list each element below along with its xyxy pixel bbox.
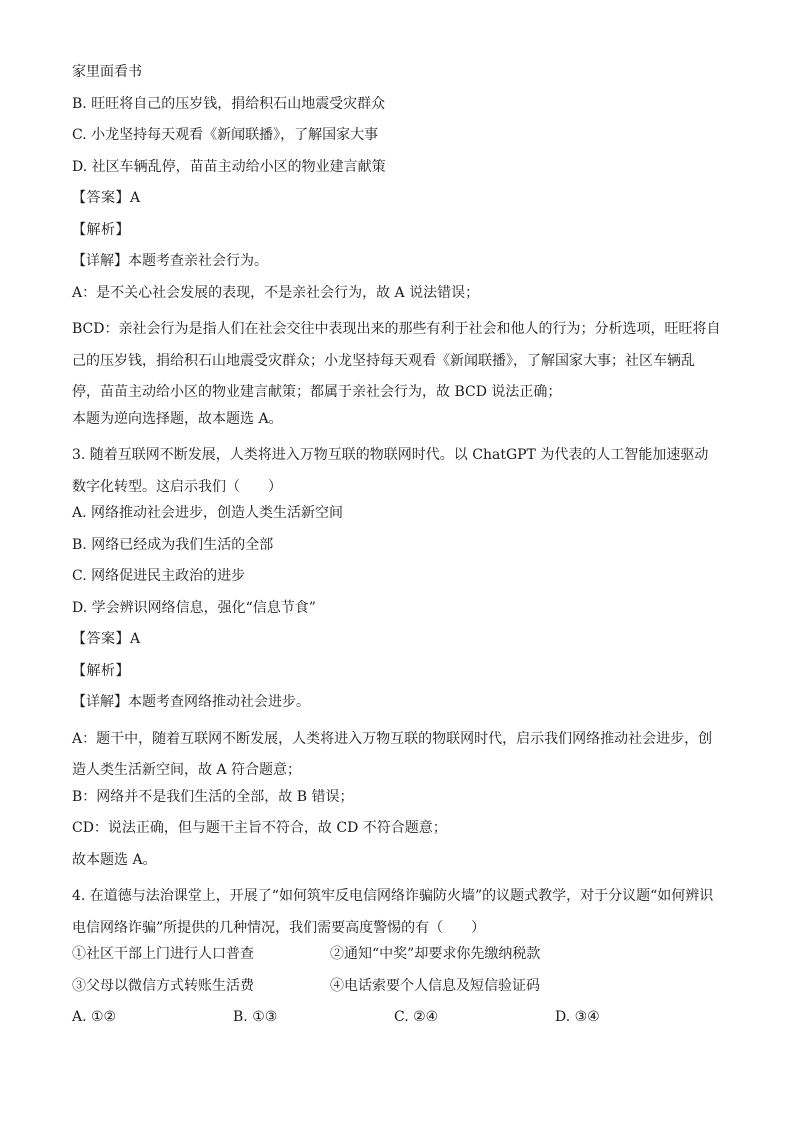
analysis-label: 【解析】 — [72, 221, 130, 238]
question-4-stem: 4. 在道德与法治课堂上，开展了“如何筑牢反电信网络诈骗防火墙”的议题式教学，对于分议题“如何辨识电信网络诈骗”所提供的几种情况，我们需要高度警惕的有（ ） — [72, 888, 714, 936]
analysis-a: A：题干中，随着互联网不断发展，人类将进入万物互联的物联网时代，启示我们网络推动社会进步，创造人类生活新空间，故 A 符合题意； — [72, 730, 713, 778]
q4-item-3: ③父母以微信方式转账生活费 — [72, 977, 254, 994]
q4-items-row — [72, 944, 722, 964]
analysis-a: A：是不关心社会发展的表现，不是亲社会行为，故 A 说法错误； — [72, 284, 480, 301]
option-b: B. 旺旺将自己的压岁钱，捐给积石山地震受灾群众 — [72, 95, 386, 112]
q4-option-c: C. ②④ — [394, 1009, 439, 1025]
q4-item-2: ②通知“中奖”却要求你先缴纳税款 — [330, 946, 541, 962]
analysis-b: B：网络并不是我们生活的全部，故 B 错误； — [72, 788, 354, 805]
option-c: C. 小龙坚持每天观看《新闻联播》，了解国家大事 — [72, 127, 379, 143]
conclusion-line: 本题为逆向选择题，故本题选 A。 — [72, 410, 283, 427]
answer-label: 【答案】A — [72, 631, 141, 647]
analysis-bcd: BCD：亲社会行为是指人们在社会交往中表现出来的那些有利于社会和他人的行为；分析选项，旺旺将自己的压岁钱，捐给积石山地震受灾群众；小龙坚持每天观看《新闻联播》，了解国家大事；社区车辆乱停，苗苗主动给小区的物业建言献策；都属于亲社会行为，故 BCD 说法正确； — [72, 321, 721, 400]
analysis-label: 【解析】 — [72, 662, 130, 679]
document-page — [72, 62, 722, 1039]
q4-item-4: ④电话索要个人信息及短信验证码 — [330, 977, 540, 994]
q3-option-a: A. 网络推动社会进步，创造人类生活新空间 — [72, 505, 344, 521]
q3-option-b: B. 网络已经成为我们生活的全部 — [72, 536, 274, 553]
q3-option-d: D. 学会辨识网络信息，强化“信息节食” — [72, 599, 316, 616]
q4-item-1: ①社区干部上门进行人口普查 — [72, 946, 254, 962]
q4-option-d: D. ③④ — [555, 1009, 600, 1025]
detail-line: 【详解】本题考查亲社会行为。 — [72, 253, 268, 269]
q4-option-a: A. ①② — [72, 1009, 117, 1025]
q4-option-b: B. ①③ — [233, 1009, 278, 1025]
q4-options-row — [72, 1007, 722, 1027]
analysis-cd: CD：说法正确，但与题干主旨不符合，故 CD 不符合题意； — [72, 820, 447, 836]
q3-option-c: C. 网络促进民主政治的进步 — [72, 568, 246, 584]
text-line: 家里面看书 — [72, 64, 142, 80]
q4-items-row — [72, 976, 722, 996]
detail-line: 【详解】本题考查网络推动社会进步。 — [72, 694, 310, 710]
option-d: D. 社区车辆乱停，苗苗主动给小区的物业建言献策 — [72, 158, 386, 175]
question-3-stem: 3. 随着互联网不断发展，人类将进入万物互联的物联网时代。以 ChatGPT 为代表的人工智能加速驱动数字化转型。这启示我们（ ） — [72, 447, 709, 495]
conclusion-line: 故本题选 A。 — [72, 851, 157, 868]
answer-label: 【答案】A — [72, 190, 141, 206]
